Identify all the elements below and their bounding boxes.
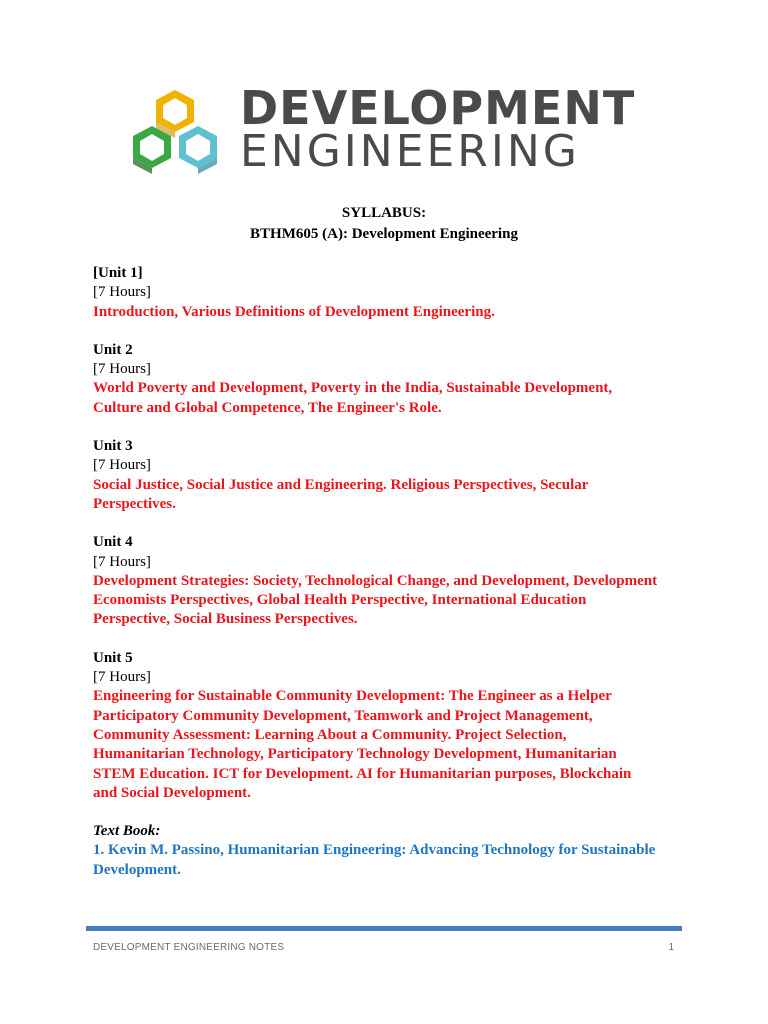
unit-hours: [7 Hours]	[93, 669, 151, 686]
unit-topic-line: and Social Development.	[93, 784, 251, 801]
unit-block	[93, 341, 693, 418]
unit-block	[93, 533, 693, 629]
unit-title: Unit 4	[93, 534, 133, 551]
unit-block	[93, 437, 693, 514]
unit-topic-line: Social Justice, Social Justice and Engineering. Religious Perspectives, Secular	[93, 476, 589, 493]
unit-topic-line: Participatory Community Development, Teamwork and Project Management,	[93, 707, 593, 724]
unit-title: Unit 3	[93, 438, 133, 455]
logo-line-2: ENGINEERING	[240, 126, 580, 177]
textbook-label: Text Book:	[93, 823, 161, 840]
unit-topic-line: Introduction, Various Definitions of Development Engineering.	[93, 303, 495, 320]
unit-topic-line: Culture and Global Competence, The Engineer's Role.	[93, 399, 442, 416]
footer-divider	[86, 926, 682, 931]
textbook-item-line: 1. Kevin M. Passino, Humanitarian Engineering: Advancing Technology for Sustainable	[93, 842, 656, 859]
unit-topic-line: Economists Perspectives, Global Health Perspective, International Education	[93, 592, 587, 609]
unit-hours: [7 Hours]	[93, 284, 151, 301]
page-number: 1	[668, 942, 674, 953]
unit-hours: [7 Hours]	[93, 457, 151, 474]
unit-topic-line: World Poverty and Development, Poverty in the India, Sustainable Development,	[93, 380, 613, 397]
unit-title: [Unit 1]	[93, 265, 143, 281]
unit-topic-line: Humanitarian Technology, Participatory Technology Development, Humanitarian	[93, 746, 617, 763]
unit-title: Unit 5	[93, 649, 133, 666]
unit-block	[93, 649, 693, 803]
unit-topic-line: Engineering for Sustainable Community Development: The Engineer as a Helper	[93, 688, 612, 705]
textbook-block	[93, 822, 693, 880]
textbook-item-line: Development.	[93, 861, 181, 878]
syllabus-content	[93, 264, 693, 880]
hexagon-logo-icon	[130, 86, 238, 180]
footer-title: DEVELOPMENT ENGINEERING NOTES	[93, 942, 285, 953]
unit-topic-line: STEM Education. ICT for Development. AI for Humanitarian purposes, Blockchain	[93, 765, 632, 782]
unit-topic-line: Perspectives.	[93, 495, 176, 512]
unit-hours: [7 Hours]	[93, 361, 151, 378]
development-engineering-logo	[130, 81, 650, 184]
logo-line-1: DEVELOPMENT	[240, 81, 636, 135]
syllabus-heading: SYLLABUS:	[341, 205, 427, 221]
unit-topic-line: Perspective, Social Business Perspectives.	[93, 611, 358, 628]
unit-topic-line: Community Assessment: Learning About a Community. Project Selection,	[93, 726, 567, 743]
unit-block	[93, 264, 693, 322]
course-title: BTHM605 (A): Development Engineering	[250, 226, 518, 242]
unit-hours: [7 Hours]	[93, 553, 151, 570]
unit-topic-line: Development Strategies: Society, Technological Change, and Development, Development	[93, 572, 658, 589]
unit-title: Unit 2	[93, 341, 133, 358]
